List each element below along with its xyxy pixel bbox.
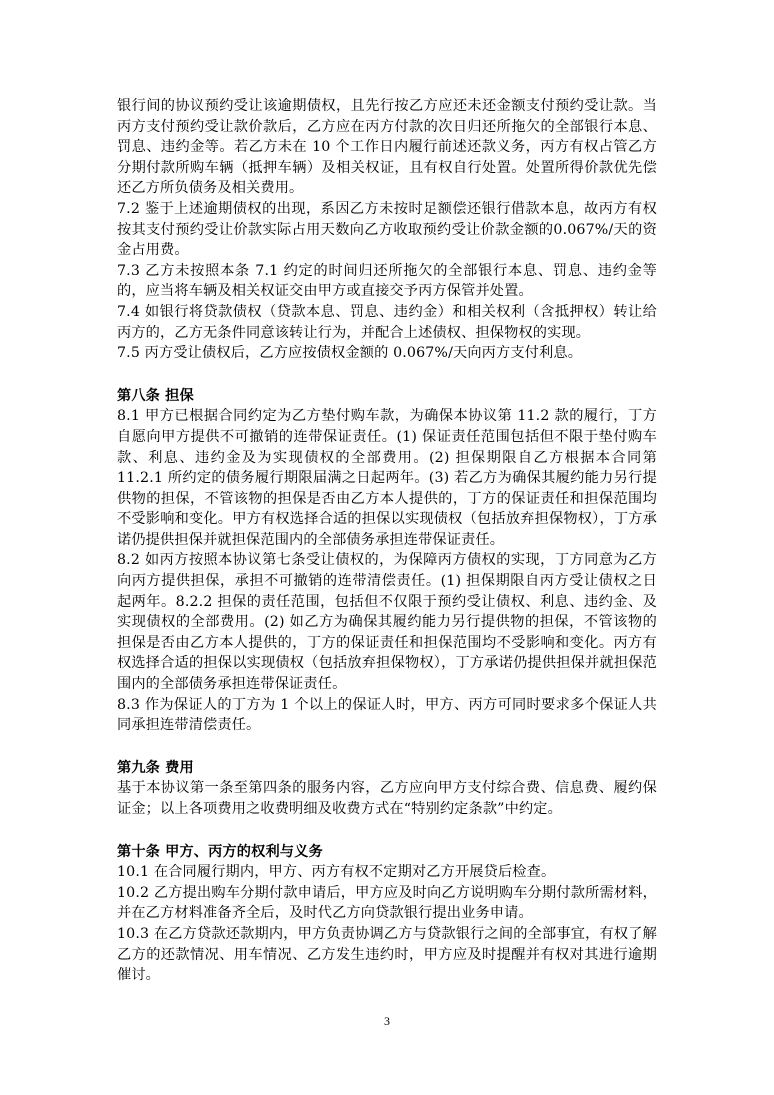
paragraph-10-3: 10.3 在乙方贷款还款期内，甲方负责协调乙方与贷款银行之间的全部事宜，有权了解乙方的还款情况、用车情况、乙方发生违约时，甲方应及时提醒并有权对其进行逾期催讨。 (117, 925, 657, 984)
section-heading-article-10: 第十条 甲方、丙方的权利与义务 (117, 843, 323, 860)
paragraph-8-1: 8.1 甲方已根据合同约定为乙方垫付购车款，为确保本协议第 11.2 款的履行，丁方自愿向甲方提供不可撤销的连带保证责任。(1) 保证责任范围包括但不限于垫付购车款、利息、违约金及为实现债权的全部费用。(2) 担保期限自乙方根据本合同第 11.2.1 所约定的债务履行期限届满之日起两年。(3) 若乙方为确保其履约能力另行提供物的担保，不管该物的担保是否由乙方本人提供的，丁方的保证责任和担保范围均不受影响和变化。甲方有权选择合适的担保以实现债权（包括放弃担保物权），丁方承诺仍提供担保并就担保范围内的全部债务承担连带保证责任。 (117, 408, 657, 548)
paragraph-7-1-continued: 银行间的协议预约受让该逾期债权，且先行按乙方应还未还金额支付预约受让款。当丙方支付预约受让款价款后，乙方应在丙方付款的次日归还所拖欠的全部银行本息、罚息、违约金等。若乙方未在 10 个工作日内履行前述还款义务，丙方有权占管乙方分期付款所购车辆（抵押车辆）及相关权证，且有权自行处置。处置所得价款优先偿还乙方所负债务及相关费用。 (117, 98, 657, 197)
paragraph-10-2: 10.2 乙方提出购车分期付款申请后，甲方应及时向乙方说明购车分期付款所需材料，并在乙方材料准备齐全后，及时代乙方向贷款银行提出业务申请。 (117, 884, 657, 922)
paragraph-9: 基于本协议第一条至第四条的服务内容，乙方应向甲方支付综合费、信息费、履约保证金；以上各项费用之收费明细及收费方式在“特别约定条款”中约定。 (117, 780, 657, 817)
paragraph-7-2: 7.2 鉴于上述逾期债权的出现，系因乙方未按时足额偿还银行借款本息，故丙方有权按其支付预约受让价款实际占用天数向乙方收取预约受让价款金额的0.067%/天的资金占用费。 (117, 200, 657, 259)
paragraph-8-2: 8.2 如丙方按照本协议第七条受让债权的，为保障丙方债权的实现，丁方同意为乙方向丙方提供担保，承担不可撤销的连带清偿责任。(1) 担保期限自丙方受让债权之日起两年。8.2.2 担保的责任范围，包括但不仅限于预约受让债权、利息、违约金、及实现债权的全部费用。(2) 如乙方为确保其履约能力另行提供物的担保，不管该物的担保是否由乙方本人提供的，丁方的保证责任和担保范围均不受影响和变化。丙方有权选择合适的担保以实现债权（包括放弃担保物权），丁方承诺仍提供担保并就担保范围内的全部债务承担连带保证责任。 (117, 552, 657, 693)
paragraph-10-1: 10.1 在合同履行期内，甲方、丙方有权不定期对乙方开展贷后检查。 (117, 864, 556, 881)
paragraph-7-5: 7.5 丙方受让债权后，乙方应按债权金额的 0.067%/天向丙方支付利息。 (117, 345, 583, 362)
paragraph-8-3: 8.3 作为保证人的丁方为 1 个以上的保证人时，甲方、丙方可同时要求多个保证人共同承担连带清偿责任。 (117, 696, 657, 734)
section-heading-article-8: 第八条 担保 (117, 387, 194, 404)
document-body (117, 96, 657, 986)
page-number: 3 (384, 1014, 390, 1028)
paragraph-7-3: 7.3 乙方未按照本条 7.1 约定的时间归还所拖欠的全部银行本息、罚息、违约金等的，应当将车辆及相关权证交由甲方或直接交予丙方保管并处置。 (117, 262, 657, 300)
section-heading-article-9: 第九条 费用 (117, 759, 194, 776)
paragraph-7-4: 7.4 如银行将贷款债权（贷款本息、罚息、违约金）和相关权利（含抵押权）转让给丙方的，乙方无条件同意该转让行为，并配合上述债权、担保物权的实现。 (117, 303, 657, 341)
